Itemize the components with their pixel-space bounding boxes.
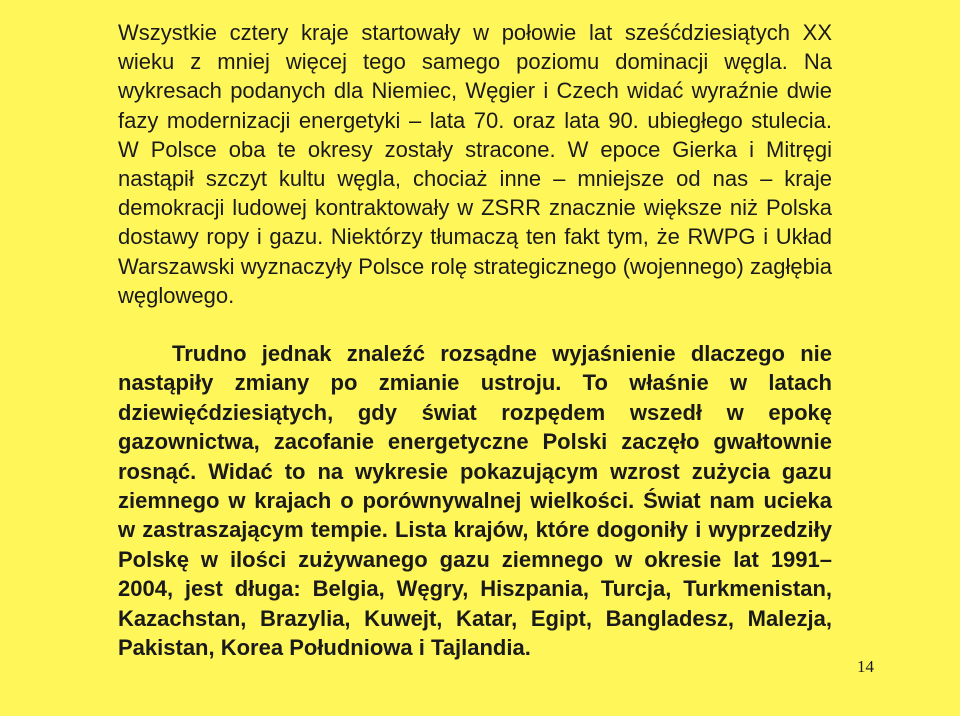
slide-body: [118, 18, 832, 663]
paragraph-gas-lag: Trudno jednak znaleźć rozsądne wyjaśnienie dlaczego nie nastąpiły zmiany po zmianie ustroju. To właśnie w latach dziewięćdziesiątych, gdy świat rozpędem wszedł w epokę gazownictwa, zacofanie energetyczne Polski zaczęło gwałtownie rosnąć. Widać to na wykresie pokazującym wzrost zużycia gazu ziemnego w krajach o porównywalnej wielkości. Świat nam ucieka w zastraszającym tempie. Lista krajów, które dogoniły i wyprzedziły Polskę w ilości zużywanego gazu ziemnego w okresie lat 1991–2004, jest długa: Belgia, Węgry, Hiszpania, Turcja, Turkmenistan, Kazachstan, Brazylia, Kuwejt, Katar, Egipt, Bangladesz, Malezja, Pakistan, Korea Południowa i Tajlandia.: [118, 341, 832, 661]
page-number: 14: [857, 657, 874, 676]
paragraph-coal-history: Wszystkie cztery kraje startowały w połowie lat sześćdziesiątych XX wieku z mniej więcej tego samego poziomu dominacji węgla. Na wykresach podanych dla Niemiec, Węgier i Czech widać wyraźnie dwie fazy modernizacji energetyki – lata 70. oraz lata 90. ubiegłego stulecia. W Polsce oba te okresy zostały stracone. W epoce Gierka i Mitręgi nastąpił szczyt kultu węgla, chociaż inne – mniejsze od nas – kraje demokracji ludowej kontraktowały w ZSRR znacznie większe niż Polska dostawy ropy i gazu. Niektórzy tłumaczą ten fakt tym, że RWPG i Układ Warszawski wyznaczyły Polsce rolę strategicznego (wojennego) zagłębia węglowego.: [118, 20, 832, 308]
